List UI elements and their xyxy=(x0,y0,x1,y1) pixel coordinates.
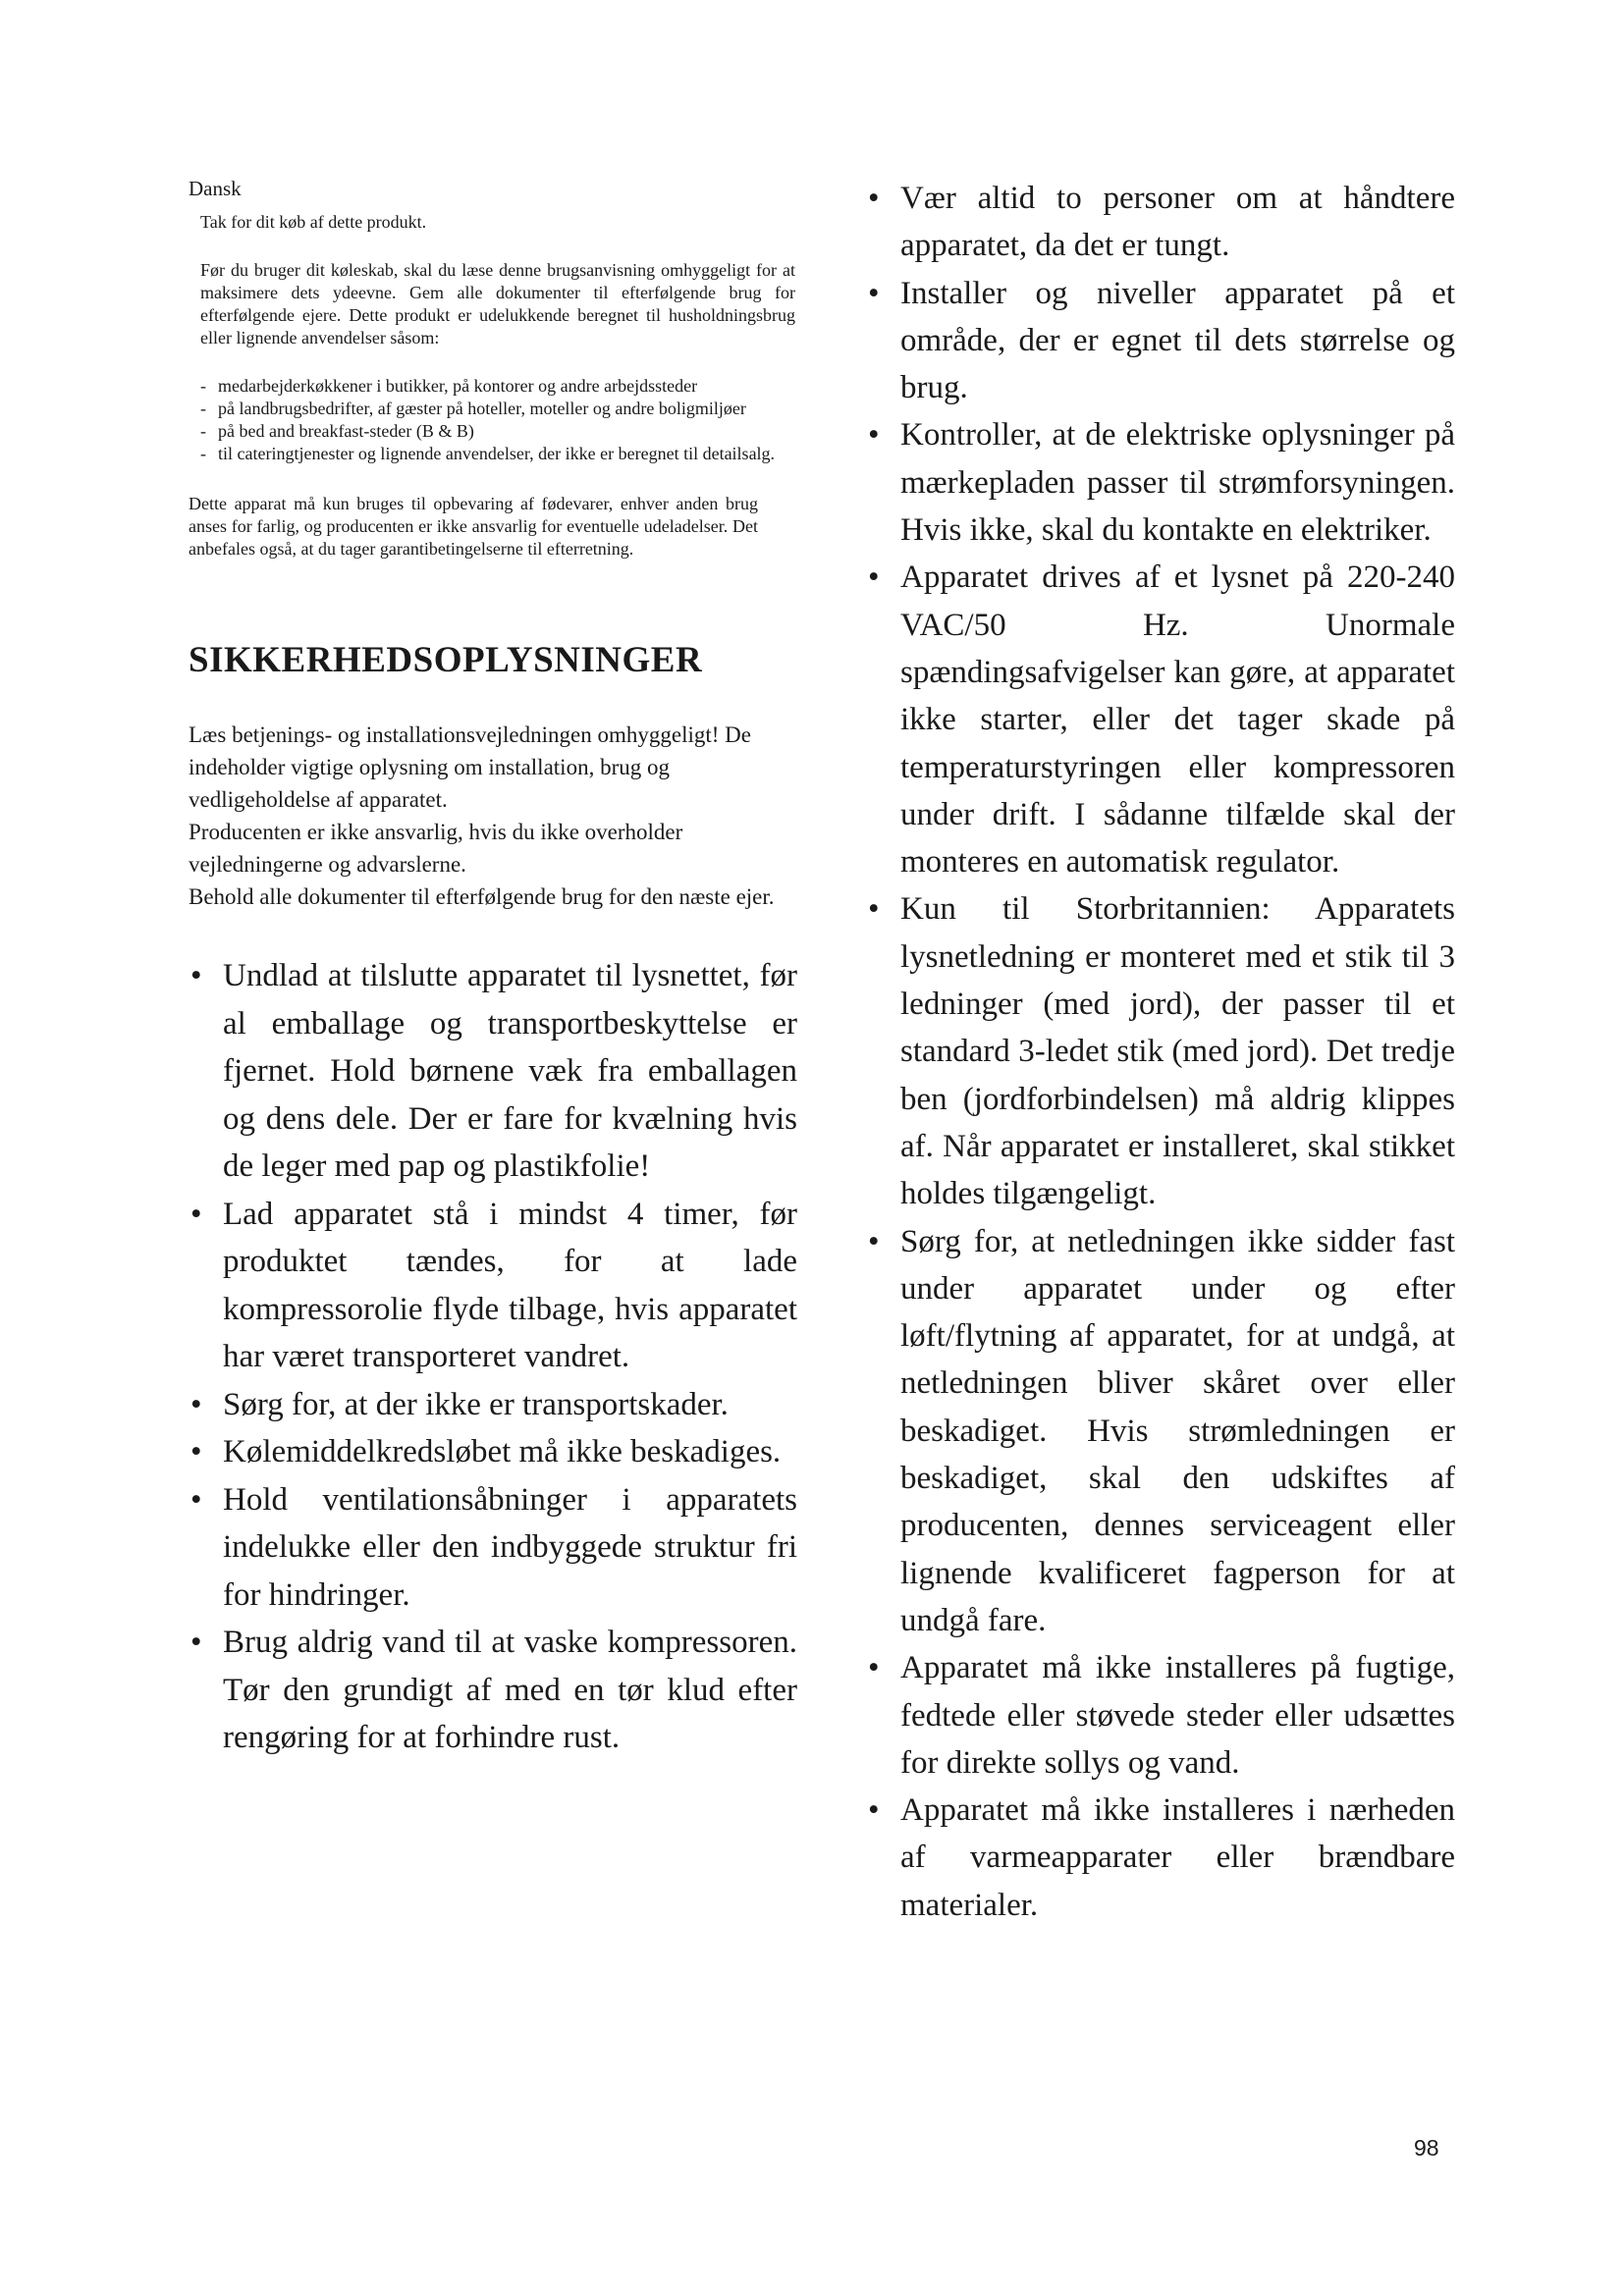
bullet-icon: • xyxy=(190,1481,202,1518)
list-item: • Apparatet drives af et lysnet på 220-240 VAC/50 Hz. Unormale spændingsafvigelser kan gøre, at apparatet ikke starter, eller det tager skade på temperaturstyringen eller kompressoren under drift. I sådanne tilfælde skal der monteres en automatisk regulator. xyxy=(866,554,1455,885)
bullet-icon: • xyxy=(868,1223,880,1259)
intro-text: Før du bruger dit køleskab, skal du læse denne brugsanvisning omhyggeligt for at maksimere dets ydeevne. Gem alle dokumenter til efterfølgende brug for efterfølgende ejere. Dette produkt er udelukkende beregnet til husholdningsbrug eller lignende anvendelser såsom: xyxy=(200,260,795,347)
right-column xyxy=(866,175,1455,1929)
intended-uses-list xyxy=(200,375,797,465)
list-item: • Installer og niveller apparatet på et område, der er egnet til dets størrelse og brug. xyxy=(866,270,1455,412)
list-item: • Kontroller, at de elektriske oplysninger på mærkepladen passer til strømforsyningen. Hvis ikke, skal du kontakte en elektriker. xyxy=(866,411,1455,554)
bullet-icon: • xyxy=(868,417,880,454)
safety-intro xyxy=(189,719,797,913)
bullet-icon: • xyxy=(190,1625,202,1660)
list-item: - til cateringtjenester og lignende anvendelser, der ikke er beregnet til detailsalg. xyxy=(200,443,797,465)
bullet-icon: • xyxy=(868,1792,880,1829)
list-item: • Sørg for, at netledningen ikke sidder fast under apparatet under og efter løft/flytning af apparatet, for at undgå, at netledningen bliver skåret over eller beskadiget. Hvis strømledningen er beskadiget, skal den udskiftes af producenten, dennes serviceagent eller lignende kvalificeret fagperson for at undgå fare. xyxy=(866,1218,1455,1645)
list-item: • Hold ventilationsåbninger i apparatets indelukke eller den indbyggede struktur fri for hindringer. xyxy=(189,1476,797,1620)
list-item: - på bed and breakfast-steder (B & B) xyxy=(200,420,797,443)
list-item: • Apparatet må ikke installeres på fugtige, fedtede eller støvede steder eller udsættes for direkte sollys og vand. xyxy=(866,1644,1455,1787)
list-item: • Sørg for, at der ikke er transportskader. xyxy=(189,1381,797,1429)
list-item: - medarbejderkøkkener i butikker, på kontorer og andre arbejdssteder xyxy=(200,375,797,398)
list-item: - på landbrugsbedrifter, af gæster på hoteller, moteller og andre boligmiljøer xyxy=(200,398,797,420)
list-item: • Undlad at tilslutte apparatet til lysnettet, før al emballage og transportbeskyttelse er fjernet. Hold børnene væk fra emballagen og dens dele. Der er fare for kvælning hvis de leger med pap og plastikfolie! xyxy=(189,952,797,1191)
list-item: • Apparatet må ikke installeres i nærheden af varmeapparater eller brændbare materialer. xyxy=(866,1787,1455,1929)
bullet-icon: • xyxy=(868,1650,880,1686)
bullet-icon: • xyxy=(868,275,880,311)
left-column xyxy=(189,177,797,1762)
safety-line: Producenten er ikke ansvarlig, hvis du ikke overholder vejledningerne og advarslerne. xyxy=(189,820,683,877)
bullet-icon: • xyxy=(868,181,880,216)
safety-bullets-left xyxy=(189,952,797,1762)
bullet-icon: • xyxy=(190,1386,202,1422)
bullet-icon: • xyxy=(190,958,202,993)
list-item: • Lad apparatet stå i mindst 4 timer, før produktet tændes, for at lade kompressorolie flyde tilbage, hvis apparatet har været transporteret vandret. xyxy=(189,1191,797,1381)
safety-line: Behold alle dokumenter til efterfølgende brug for den næste ejer. xyxy=(189,884,775,909)
disclaimer-text: Dette apparat må kun bruges til opbevaring af fødevarer, enhver anden brug anses for farlig, og producenten er ikke ansvarlig for eventuelle udeladelser. Det anbefales også, at du tager garantibetingelserne til efterretning. xyxy=(189,494,758,559)
safety-bullets-right xyxy=(866,175,1455,1929)
list-item: • Kun til Storbritannien: Apparatets lysnetledning er monteret med et stik til 3 ledninger (med jord), der passer til et standard 3-ledet stik (med jord). Det tredje ben (jordforbindelsen) må aldrig klippes af. Når apparatet er installeret, skal stikket holdes tilgængeligt. xyxy=(866,885,1455,1217)
page-number: 98 xyxy=(1414,2135,1439,2161)
list-item: • Brug aldrig vand til at vaske kompressoren. Tør den grundigt af med en tør klud efter rengøring for at forhindre rust. xyxy=(189,1619,797,1762)
language-label: Dansk xyxy=(189,177,242,200)
bullet-icon: • xyxy=(868,560,880,596)
list-item: • Kølemiddelkredsløbet må ikke beskadiges. xyxy=(189,1428,797,1476)
section-title: SIKKERHEDSOPLYSNINGER xyxy=(189,640,703,680)
bullet-icon: • xyxy=(868,891,880,928)
thanks-text: Tak for dit køb af dette produkt. xyxy=(200,212,427,232)
safety-line: Læs betjenings- og installationsvejledningen omhyggeligt! De indeholder vigtige oplysning om installation, brug og vedligeholdelse af apparatet. xyxy=(189,722,751,812)
intro-section xyxy=(200,211,797,349)
bullet-icon: • xyxy=(190,1434,202,1469)
bullet-icon: • xyxy=(190,1196,202,1232)
list-item: • Vær altid to personer om at håndtere apparatet, da det er tungt. xyxy=(866,175,1455,270)
